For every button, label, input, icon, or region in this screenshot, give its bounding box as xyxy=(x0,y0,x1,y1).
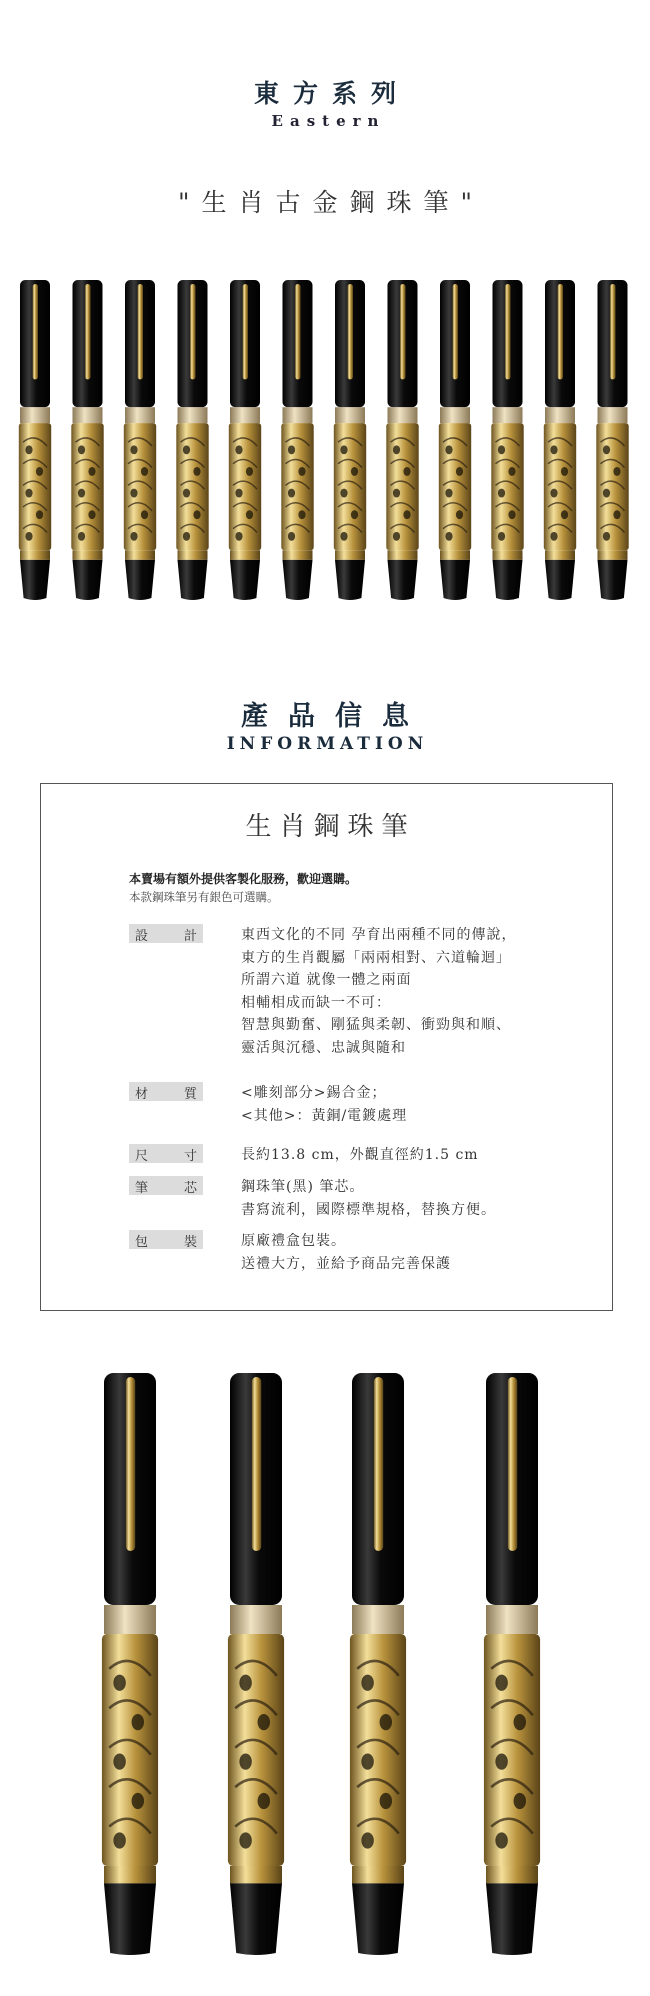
spec-label-char: 設 xyxy=(135,929,151,944)
silver-option-note: 本款鋼珠筆另有銀色可選購。 xyxy=(129,890,279,904)
series-subtitle: Eastern xyxy=(271,112,386,130)
zodiac-pen-8 xyxy=(386,280,418,600)
spec-line: 原廠禮盒包裝。 xyxy=(241,1233,346,1249)
spec-line: <其他>：黃銅/電鍍處理 xyxy=(241,1107,408,1124)
spec-label xyxy=(129,1144,203,1163)
spec-label xyxy=(129,924,203,943)
spec-line: <雕刻部分>錫合金； xyxy=(241,1085,387,1101)
zodiac-pen-5 xyxy=(229,280,261,600)
pen-closeup-3 xyxy=(350,1373,406,1955)
zodiac-pen-3 xyxy=(124,280,156,600)
pen-closeup-4 xyxy=(484,1373,540,1955)
spec-line: 所謂六道 就像一體之兩面 xyxy=(241,972,412,988)
spec-label xyxy=(129,1230,203,1249)
spec-label xyxy=(129,1082,203,1101)
zodiac-pen-10 xyxy=(491,280,523,600)
pen-closeup-1 xyxy=(102,1373,158,1955)
spec-label-char: 裝 xyxy=(183,1235,199,1250)
spec-line: 東方的生肖觀屬「兩兩相對、六道輪迴」 xyxy=(241,949,511,966)
spec-line: 相輔相成而缺一不可： xyxy=(241,994,391,1011)
card-title: 生肖鋼珠筆 xyxy=(245,812,416,842)
series-title: 東方系列 xyxy=(253,79,410,108)
zodiac-pen-12 xyxy=(596,280,628,600)
spec-line: 東西文化的不同 孕育出兩種不同的傳說， xyxy=(241,927,517,943)
product-info-card xyxy=(40,783,613,1311)
spec-line: 靈活與沉穩、忠誠與隨和 xyxy=(241,1039,406,1056)
spec-label-char: 筆 xyxy=(135,1181,151,1196)
spec-line: 送禮大方，並給予商品完善保護 xyxy=(241,1255,451,1272)
product-title: "生肖古金鋼珠筆" xyxy=(178,188,484,217)
custom-service-note: 本賣場有額外提供客製化服務，歡迎選購。 xyxy=(129,872,358,886)
spec-line: 長約13.8 cm，外觀直徑約1.5 cm xyxy=(241,1147,479,1163)
spec-line: 鋼珠筆(黑) 筆芯。 xyxy=(241,1179,365,1195)
zodiac-pen-1 xyxy=(19,280,51,600)
spec-text xyxy=(241,1230,571,1275)
info-subtitle: INFORMATION xyxy=(226,734,429,754)
spec-label-char: 尺 xyxy=(135,1149,151,1164)
spec-line: 書寫流利，國際標準規格，替換方便。 xyxy=(241,1201,496,1218)
zodiac-pen-2 xyxy=(71,280,103,600)
spec-text xyxy=(241,924,571,1059)
spec-label-char: 計 xyxy=(183,929,199,944)
spec-text xyxy=(241,1176,571,1221)
pen-closeup-2 xyxy=(228,1373,284,1955)
spec-line: 智慧與勤奮、剛猛與柔韌、衝勁與和順、 xyxy=(241,1017,511,1033)
zodiac-pen-11 xyxy=(544,280,576,600)
zodiac-pen-row xyxy=(14,272,636,602)
info-title: 產品信息 xyxy=(241,701,429,732)
spec-text xyxy=(241,1144,571,1167)
spec-label-char: 材 xyxy=(135,1087,151,1102)
spec-label xyxy=(129,1176,203,1195)
spec-label-char: 寸 xyxy=(183,1149,199,1164)
spec-label-char: 芯 xyxy=(183,1181,199,1196)
zodiac-pen-6 xyxy=(281,280,313,600)
zodiac-pen-7 xyxy=(334,280,366,600)
zodiac-pen-9 xyxy=(439,280,471,600)
spec-label-char: 質 xyxy=(183,1087,199,1102)
spec-text xyxy=(241,1082,571,1127)
pen-closeup-gallery xyxy=(70,1365,590,1965)
zodiac-pen-4 xyxy=(176,280,208,600)
spec-label-char: 包 xyxy=(135,1235,151,1250)
